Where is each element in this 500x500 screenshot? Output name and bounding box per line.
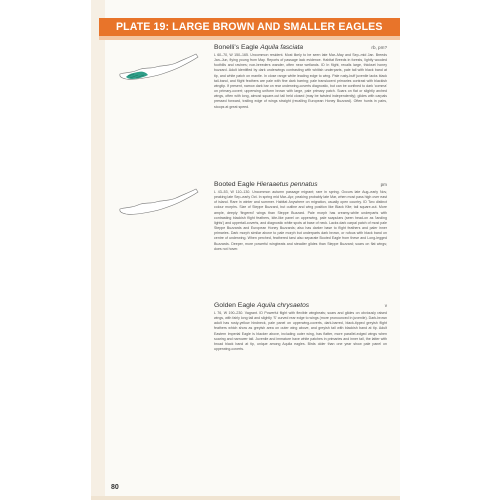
species-common-name: Booted Eagle xyxy=(214,181,255,188)
entry-name-line xyxy=(214,302,309,309)
species-description: L 76, W 190–230. Vagrant. ID Powerful flight with flexible wingbeats; soars and glides on obviously raised wings, with fairly long tail and slightly 'S' curved rear edge to wings (more pronounced in juvenile). Dark-brown adult has rusty-yellow hindneck, pale panel on upperwing-coverts, dark-barred, black-tipped greyish flight feathers which show as greyish area on outer wing above, and greyish tail with blackish band at tip. Adult Eastern Imperial Eagle is blacker above, including outer wing, has flatter, more parallel-edged wings when soaring and narrower tail. Juvenile and immature have white patches in primaries and inner tail, the latter with broad black band at tip, unique among Aquila eagles. Birds older than one year show pale panel on upperwing-coverts. xyxy=(214,311,387,352)
species-scientific-name: Aquila chrysaetos xyxy=(257,302,310,309)
entry-heading xyxy=(214,44,387,51)
page-footer-band xyxy=(91,496,400,500)
page-number: 80 xyxy=(111,484,119,491)
species-common-name: Golden Eagle xyxy=(214,302,256,309)
entry-name-line xyxy=(214,44,303,51)
species-entry-bonellis-eagle xyxy=(214,44,387,110)
species-scientific-name: Aquila fasciata xyxy=(260,44,304,51)
species-description: L 43–53, W 110–130. Uncommon autumn passage migrant; rare in spring. Occurs late Aug–early Nov, peaking late Sep–early Oct. In spring mid Mar–Apr, peaking probably late Mar, when most pass high over east of island. Rare in winter and summer. Habitat Anywhere on migration, usually open country. ID Two distinct colour morphs. Size of Steppe Buzzard, but outline and wing position like Black Kite; tail square-cut. More ample, deeply 'fingered' wings than Steppe Buzzard. Pale morph has creamy-white underparts with contrasting blackish flight feathers, kite-like panel on upperwing, pale scapulars (seen head-on as 'landing lights') and uppertail-coverts, and diagnostic white spots at base of neck. Lacks dark carpal patch of most pale Steppe Buzzards and European Honey Buzzards; also has darker base to flight feathers and paler inner primaries. Dark morph similar above to pale morph but underparts dark brown, or rufous with black band on centre of underwing. When perched, feathered tarsi also separate Booted Eagle from these and Long-legged Buzzards. Deeper, more powerful wingbeats and steadier glides than Steppe Buzzard; soars on flat wings; does not hover. xyxy=(214,190,387,251)
species-status-code: rb, pm? xyxy=(371,45,387,50)
plate-header-shade xyxy=(99,36,400,40)
page-margin-stripe xyxy=(91,0,105,500)
plate-header xyxy=(99,18,400,36)
bonellis-eagle-range-map xyxy=(116,48,202,88)
species-common-name: Bonelli's Eagle xyxy=(214,44,259,51)
plate-title: PLATE 19: LARGE BROWN AND SMALLER EAGLES xyxy=(116,21,383,33)
entry-heading xyxy=(214,302,387,309)
species-status-code: v xyxy=(384,303,387,308)
species-scientific-name: Hieraaetus pennatus xyxy=(256,181,318,188)
booted-eagle-range-map xyxy=(116,183,202,223)
species-entry-golden-eagle xyxy=(214,302,387,352)
entry-name-line xyxy=(214,181,318,188)
species-status-code: pm xyxy=(380,182,387,187)
species-entry-booted-eagle xyxy=(214,181,387,252)
entry-heading xyxy=(214,181,387,188)
species-description: L 60–70, W 150–165. Uncommon resident. Most likely to be seen late Mar–May and Sep–mid Jan. Breeds Jan–Jun, flying young from May. Reports of passage lack evidence. Habitat Breeds in forests, lightly wooded foothills and ravines; non-breeders wander, often near wetlands. ID In flight, recalls large, thickset honey buzzard. Adult identified by dark underwings contrasting with whitish underparts, pale tail with black band at tip, and white patch on mantle. In close range white leading edge to wing. Pale rusty-buff juvenile lacks black tail-band, and flight feathers are pale with fine dark barring; pale translucent primaries contrast with blackish wingtip. If present, narrow dark bar on rear underwing-coverts diagnostic, but can be confined to dark 'comma' on primary-covert; upperwing uniform brown with large, pale primary patch. Soars on flat or slightly arched wings, often with long, almost square-cut tail held closed (may be twisted independently); glides with carpals pressed forward, trailing edge of wings straight (recalling European Honey Buzzard). Often hunts in pairs, stoops at great speed. xyxy=(214,53,387,109)
